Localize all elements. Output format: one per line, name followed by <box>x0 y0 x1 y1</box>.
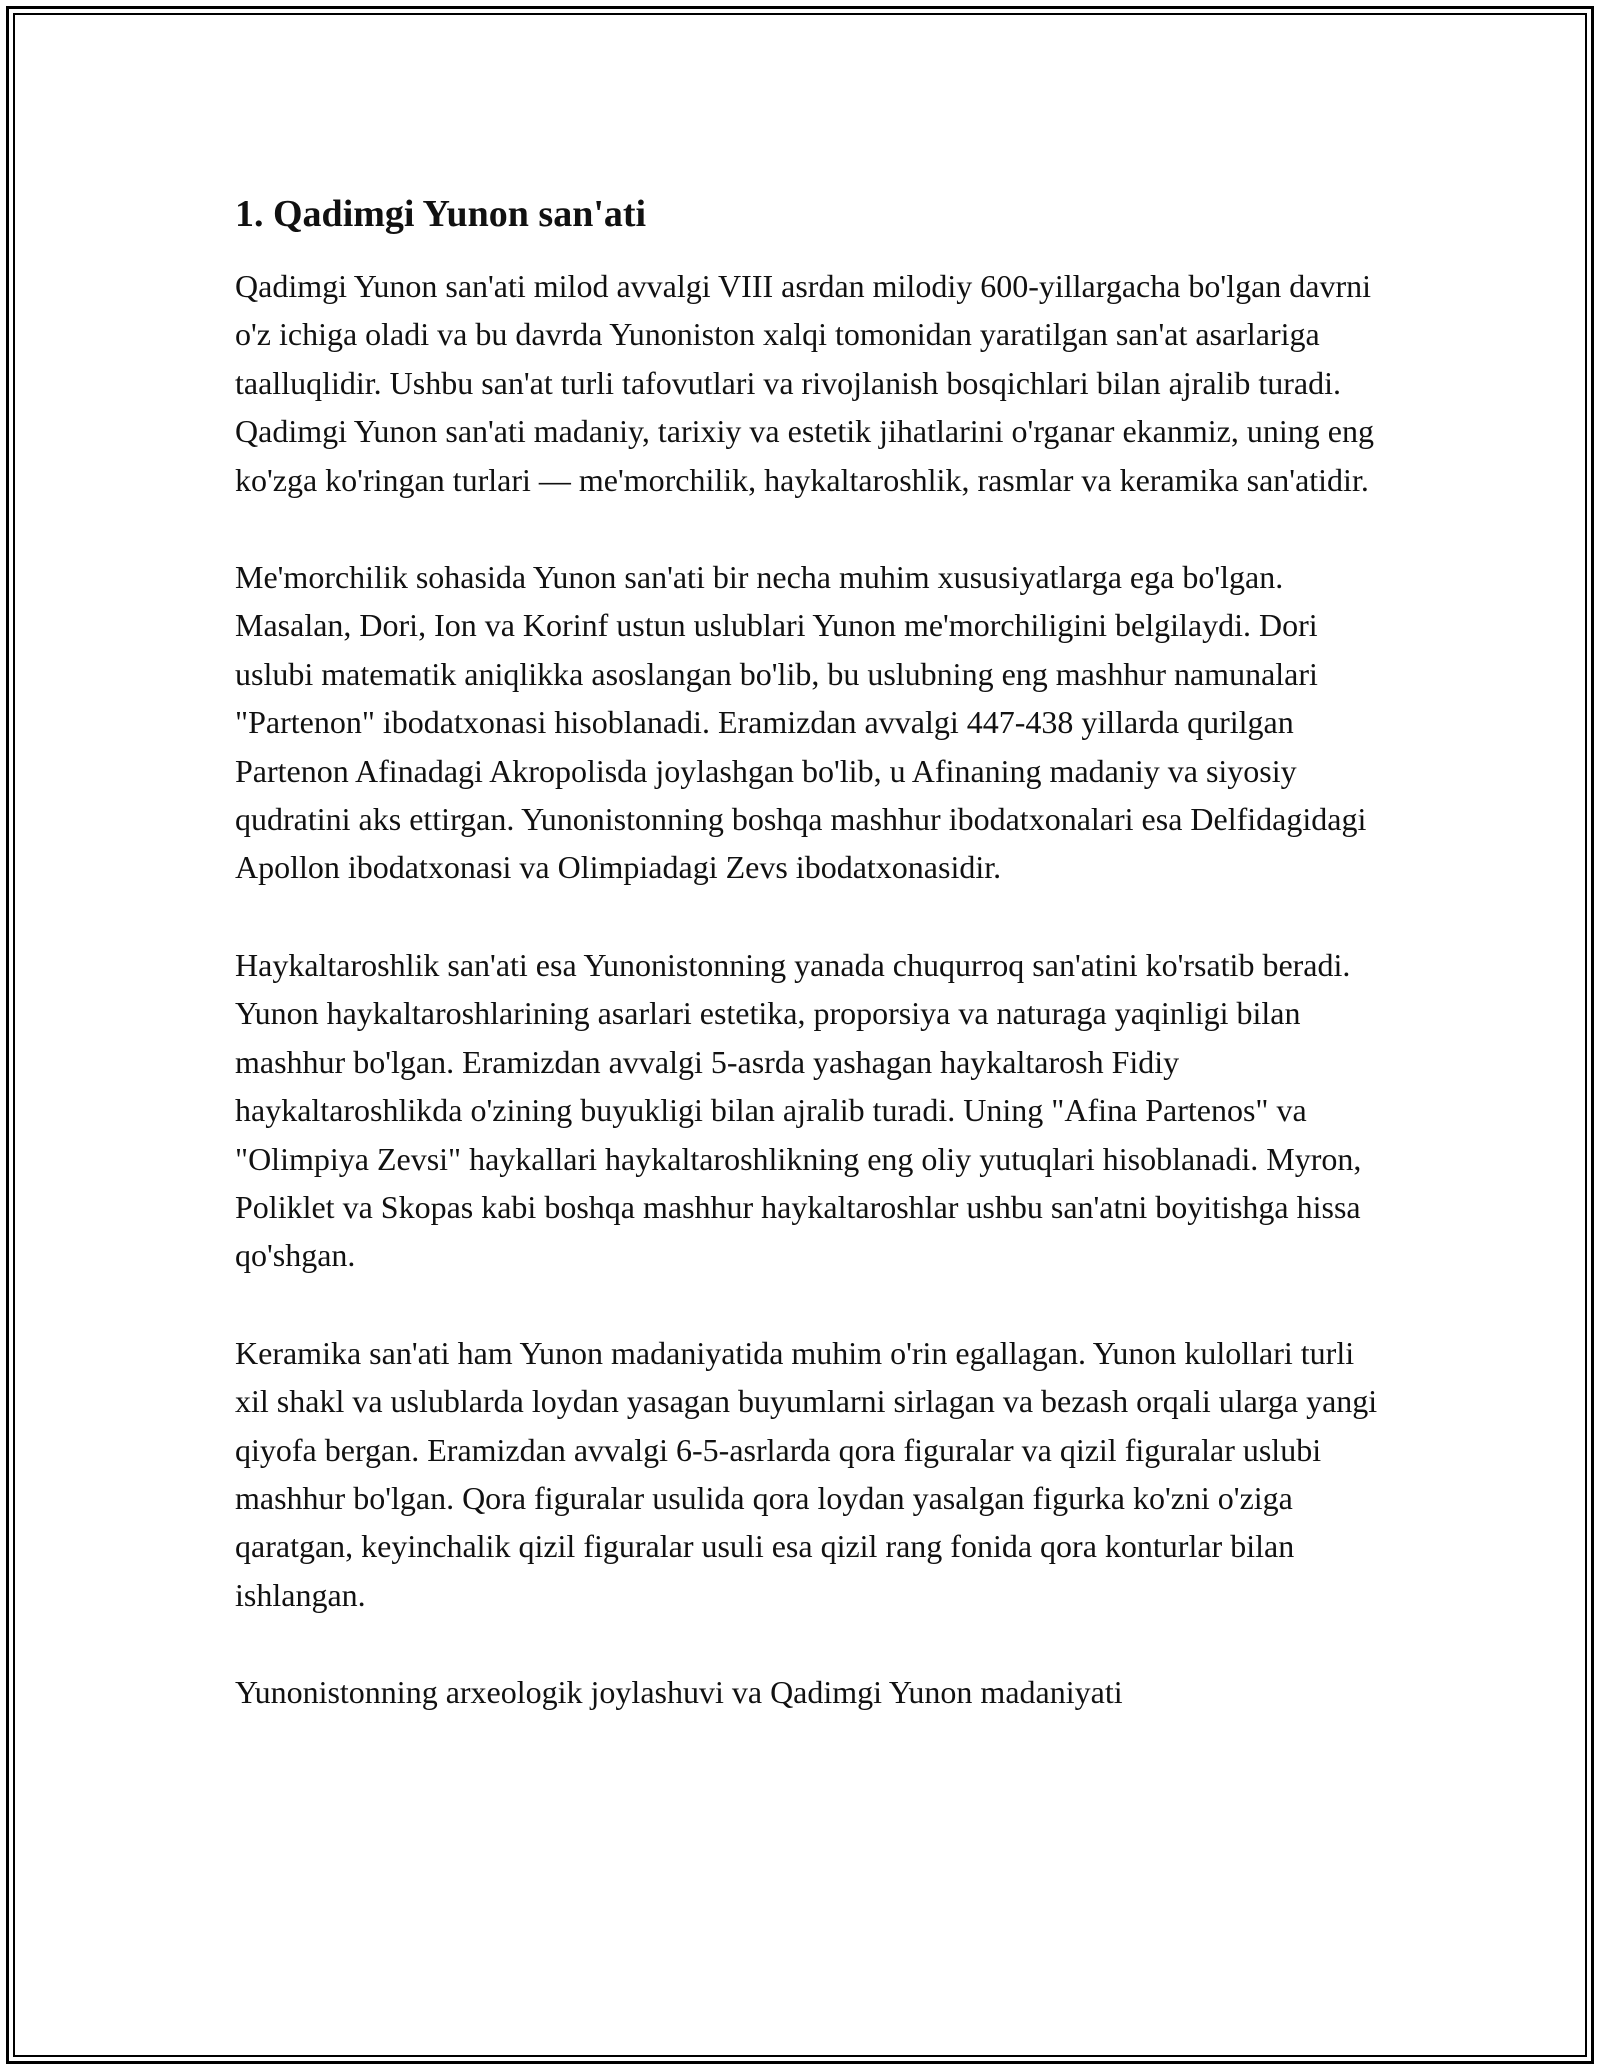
page-title: 1. Qadimgi Yunon san'ati <box>235 193 647 235</box>
paragraph-archaeology: Yunonistonning arxeologik joylashuvi va Qadimgi Yunon madaniyati <box>235 1674 1123 1711</box>
document-body <box>235 190 1385 1717</box>
paragraph-intro: Qadimgi Yunon san'ati milod avvalgi VIII asrdan milodiy 600-yillargacha bo'lgan davrni o'z ichiga oladi va bu davrda Yunoniston xalqi tomonidan yaratilgan san'at asarlariga taalluqlidir. Ushbu san'at turli tafovutlari va rivojlanish bosqichlari bilan ajralib turadi. Qadimgi Yunon san'ati madaniy, tarixiy va estetik jihatlarini o'rganar ekanmiz, uning eng ko'zga ko'ringan turlari — me'morchilik, haykaltaroshlik, rasmlar va keramika san'atidir. <box>235 268 1374 498</box>
paragraph-ceramics: Keramika san'ati ham Yunon madaniyatida muhim o'rin egallagan. Yunon kulollari turli xil shakl va uslublarda loydan yasagan buyumlarni sirlagan va bezash orqali ularga yangi qiyofa bergan. Eramizdan avvalgi 6-5-asrlarda qora figuralar va qizil figuralar uslubi mashhur bo'lgan. Qora figuralar usulida qora loydan yasalgan figurka ko'zni o'ziga qaratgan, keyinchalik qizil figuralar usuli esa qizil rang fonida qora konturlar bilan ishlangan. <box>235 1334 1378 1613</box>
paragraph-architecture: Me'morchilik sohasida Yunon san'ati bir necha muhim xususiyatlarga ega bo'lgan. Masalan, Dori, Ion va Korinf ustun uslublari Yunon me'morchiligini belgilaydi. Dori uslubi matematik aniqlikka asoslangan bo'lib, bu uslubning eng mashhur namunalari "Partenon" ibodatxonasi hisoblanadi. Eramizdan avvalgi 447-438 yillarda qurilgan Partenon Afinadagi Akropolisda joylashgan bo'lib, u Afinaning madaniy va siyosiy qudratini aks ettirgan. Yunonistonning boshqa mashhur ibodatxonalari esa Delfidagidagi Apollon ibodatxonasi va Olimpiadagi Zevs ibodatxonasidir. <box>235 559 1367 886</box>
paragraph-sculpture: Haykaltaroshlik san'ati esa Yunonistonning yanada chuqurroq san'atini ko'rsatib beradi. Yunon haykaltaroshlarining asarlari estetika, proporsiya va naturaga yaqinligi bilan mashhur bo'lgan. Eramizdan avvalgi 5-asrda yashagan haykaltarosh Fidiy haykaltaroshlikda o'zining buyukligi bilan ajralib turadi. Uning "Afina Partenos" va "Olimpiya Zevsi" haykallari haykaltaroshlikning eng oliy yutuqlari hisoblanadi. Myron, Poliklet va Skopas kabi boshqa mashhur haykaltaroshlar ushbu san'atni boyitishga hissa qo'shgan. <box>235 946 1362 1274</box>
